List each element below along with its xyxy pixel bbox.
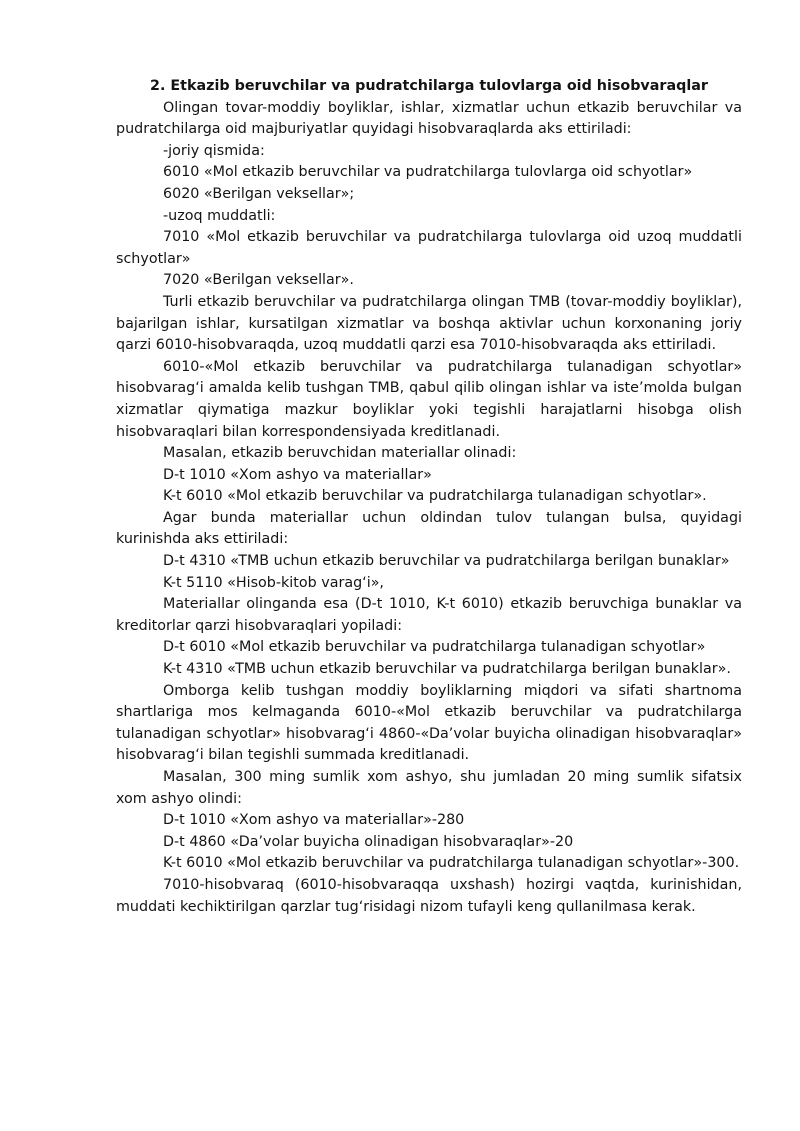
paragraph: K-t 6010 «Mol etkazib beruvchilar va pudratchilarga tulanadigan schyotlar»-300. bbox=[163, 855, 740, 872]
paragraph: K-t 5110 «Hisob-kitob varag‘i», bbox=[163, 574, 384, 591]
paragraph: D-t 1010 «Xom ashyo va materiallar»-280 bbox=[163, 812, 465, 829]
paragraph: 7010 «Mol etkazib beruvchilar va pudratchilarga tulovlarga oid uzoq muddatli schyotlar» bbox=[116, 229, 742, 267]
paragraph: Materiallar olinganda esa (D-t 1010, K-t 6010) etkazib beruvchiga bunaklar va kreditorlar qarzi hisobvaraqlari yopiladi: bbox=[116, 596, 742, 634]
paragraph: Omborga kelib tushgan moddiy boyliklarning miqdori va sifati shartnoma shartlariga mos kelmaganda 6010-«Mol etkazib beruvchilar va pudratchilarga tulanadigan schyotlar» hisobvarag‘i 4860-«Da’volar buyicha olinadigan hisobvaraqlar» hisobvarag‘i bilan tegishli summada kreditlanadi. bbox=[116, 682, 742, 764]
paragraph: 6010 «Mol etkazib beruvchilar va pudratchilarga tulovlarga oid schyotlar» bbox=[163, 164, 693, 181]
paragraph: D-t 4310 «TMB uchun etkazib beruvchilar va pudratchilarga berilgan bunaklar» bbox=[163, 553, 730, 570]
paragraph: 6010-«Mol etkazib beruvchilar va pudratchilarga tulanadigan schyotlar» hisobvarag‘i amalda kelib tushgan TMB, qabul qilib olingan ishlar va iste’molda bulgan xizmatlar qiymatiga mazkur boyliklar yoki tegishli harajatlarni hisobga olish hisobvaraqlari bilan korrespondensiyada kreditlanadi. bbox=[116, 358, 742, 440]
paragraph: D-t 6010 «Mol etkazib beruvchilar va pudratchilarga tulanadigan schyotlar» bbox=[163, 639, 706, 656]
section-heading: 2. Etkazib beruvchilar va pudratchilarga tulovlarga oid hisobvaraqlar bbox=[150, 78, 708, 94]
paragraph: K-t 6010 «Mol etkazib beruvchilar va pudratchilarga tulanadigan schyotlar». bbox=[163, 488, 707, 505]
paragraph: 7010-hisobvaraq (6010-hisobvaraqqa uxshash) hozirgi vaqtda, kurinishidan, muddati kechiktirilgan qarzlar tug‘risidagi nizom tufayli keng qullanilmasa kerak. bbox=[116, 876, 742, 915]
paragraph: Masalan, etkazib beruvchidan materiallar olinadi: bbox=[163, 445, 517, 462]
paragraph: 6020 «Berilgan veksellar»; bbox=[163, 185, 355, 202]
paragraph: Masalan, 300 ming sumlik xom ashyo, shu jumladan 20 ming sumlik sifatsix xom ashyo olindi: bbox=[116, 769, 742, 807]
paragraph: 7020 «Berilgan veksellar». bbox=[163, 272, 354, 289]
paragraph: K-t 4310 «TMB uchun etkazib beruvchilar va pudratchilarga berilgan bunaklar». bbox=[163, 661, 731, 678]
paragraph: Olingan tovar-moddiy boyliklar, ishlar, xizmatlar uchun etkazib beruvchilar va pudratchilarga oid majburiyatlar quyidagi hisobvaraqlarda aks ettiriladi: bbox=[116, 99, 742, 138]
paragraph: D-t 1010 «Xom ashyo va materiallar» bbox=[163, 466, 432, 483]
paragraph: -joriy qismida: bbox=[163, 142, 265, 159]
document-page bbox=[116, 76, 742, 918]
paragraph: -uzoq muddatli: bbox=[163, 207, 276, 224]
paragraph: D-t 4860 «Da’volar buyicha olinadigan hisobvaraqlar»-20 bbox=[163, 833, 574, 850]
paragraph: Turli etkazib beruvchilar va pudratchilarga olingan TMB (tovar-moddiy boyliklar), bajarilgan ishlar, kursatilgan xizmatlar va boshqa aktivlar uchun korxonaning joriy qarzi 6010-hisobvaraqda, uzoq muddatli qarzi esa 7010-hisobvaraqda aks ettiriladi. bbox=[116, 293, 742, 354]
paragraph: Agar bunda materiallar uchun oldindan tulov tulangan bulsa, quyidagi kurinishda aks ettiriladi: bbox=[116, 509, 742, 548]
